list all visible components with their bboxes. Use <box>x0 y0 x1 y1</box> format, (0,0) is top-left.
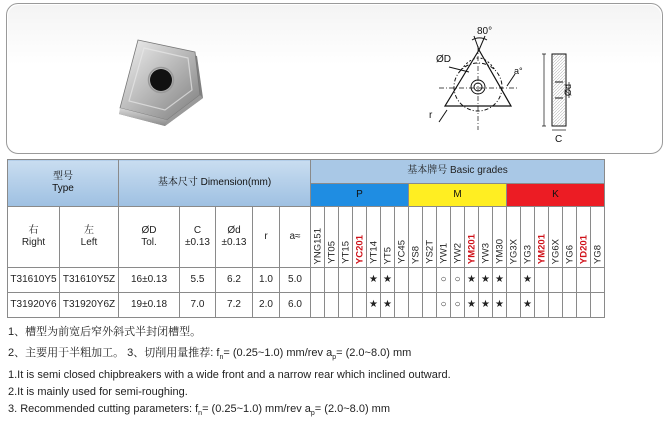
cell-c: 7.0 <box>180 293 216 318</box>
grade-label: YM201 <box>535 233 547 264</box>
grade-label: YS2T <box>423 240 435 264</box>
grade-mark <box>311 293 325 318</box>
grade-header-12 <box>479 207 493 268</box>
note-en-1: 1.It is semi closed chipbreakers with a wide front and a narrow rear which inclined outward. <box>8 369 451 381</box>
grade-label: YT14 <box>367 241 379 264</box>
grade-mark <box>535 268 549 293</box>
grade-header-3 <box>353 207 367 268</box>
grade-label: YG6X <box>549 238 561 264</box>
grade-header-19 <box>577 207 591 268</box>
grade-header-11 <box>465 207 479 268</box>
note-en-2: 2.It is mainly used for semi-roughing. <box>8 386 188 398</box>
cell-od: 19±0.18 <box>119 293 180 318</box>
grade-label: YD201 <box>577 234 589 264</box>
right-header: 右 Right <box>8 207 60 268</box>
grade-header-16 <box>535 207 549 268</box>
grade-header-17 <box>549 207 563 268</box>
grade-mark <box>339 268 353 293</box>
angle-a-label: a° <box>514 66 523 76</box>
grade-header-14 <box>507 207 521 268</box>
grade-mark <box>409 268 423 293</box>
zone-m: M <box>409 183 507 207</box>
grade-mark: ★ <box>381 268 395 293</box>
grade-mark: ○ <box>451 268 465 293</box>
grade-header-9 <box>437 207 451 268</box>
grade-header-20 <box>591 207 605 268</box>
grade-header-4 <box>367 207 381 268</box>
insert-technical-drawing <box>419 26 597 150</box>
grade-mark: ★ <box>493 293 507 318</box>
cell-a: 6.0 <box>280 293 311 318</box>
grade-header-13 <box>493 207 507 268</box>
cell-d: 6.2 <box>216 268 253 293</box>
grade-label: YC45 <box>395 240 407 264</box>
grade-header-6 <box>395 207 409 268</box>
grade-mark <box>325 293 339 318</box>
grade-mark: ★ <box>465 268 479 293</box>
grade-mark: ★ <box>521 268 535 293</box>
grade-mark: ○ <box>437 268 451 293</box>
grade-label: YG3X <box>507 238 519 264</box>
cell-r: 1.0 <box>253 268 280 293</box>
cell-right: T31610Y5 <box>8 268 60 293</box>
grade-label: YW2 <box>451 243 463 264</box>
grade-mark <box>549 268 563 293</box>
cell-r: 2.0 <box>253 293 280 318</box>
grade-label: YW3 <box>479 243 491 264</box>
grade-mark: ★ <box>367 293 381 318</box>
grade-mark <box>409 293 423 318</box>
id-header: Ød ±0.13 <box>216 207 253 268</box>
grade-mark <box>577 293 591 318</box>
a-header: a≈ <box>280 207 311 268</box>
angle-label: 80° <box>477 26 493 37</box>
grade-mark <box>353 293 367 318</box>
grades-header: 基本牌号 Basic grades <box>311 160 605 184</box>
grade-mark: ★ <box>493 268 507 293</box>
cell-c: 5.5 <box>180 268 216 293</box>
grade-mark <box>353 268 367 293</box>
od-header: ØD Tol. <box>119 207 180 268</box>
grade-mark <box>423 268 437 293</box>
note-cn-1: 1、槽型为前宽后窄外斜式半封闭槽型。 <box>8 326 202 338</box>
table-row <box>8 268 605 293</box>
dimension-header: 基本尺寸 Dimension(mm) <box>119 160 311 207</box>
grade-header-0 <box>311 207 325 268</box>
grade-mark: ○ <box>451 293 465 318</box>
grade-mark <box>423 293 437 318</box>
grade-mark: ★ <box>521 293 535 318</box>
cell-d: 7.2 <box>216 293 253 318</box>
cell-od: 16±0.13 <box>119 268 180 293</box>
grade-label: YT15 <box>339 241 351 264</box>
grade-mark <box>535 293 549 318</box>
grade-mark <box>563 268 577 293</box>
grade-label: YG6 <box>563 244 575 264</box>
grade-mark <box>591 268 605 293</box>
grade-header-15 <box>521 207 535 268</box>
grade-label: YW1 <box>437 243 449 264</box>
id-label: Ød <box>563 83 573 96</box>
grade-mark: ★ <box>479 268 493 293</box>
grade-mark <box>395 268 409 293</box>
grade-header-8 <box>423 207 437 268</box>
grade-mark: ★ <box>465 293 479 318</box>
grade-mark <box>395 293 409 318</box>
cell-left: T31920Y6Z <box>60 293 119 318</box>
insert-photo <box>7 4 242 153</box>
zone-k: K <box>507 183 605 207</box>
grade-header-18 <box>563 207 577 268</box>
grade-mark: ★ <box>367 268 381 293</box>
grade-header-5 <box>381 207 395 268</box>
radius-label: r <box>429 110 433 121</box>
grade-header-1 <box>325 207 339 268</box>
grade-mark <box>577 268 591 293</box>
grade-header-2 <box>339 207 353 268</box>
grade-mark: ○ <box>437 293 451 318</box>
grade-mark <box>563 293 577 318</box>
grade-mark <box>311 268 325 293</box>
type-header: 型号 Type <box>8 160 119 207</box>
grade-mark <box>339 293 353 318</box>
cell-right: T31920Y6 <box>8 293 60 318</box>
grade-mark <box>549 293 563 318</box>
grade-label: YT5 <box>381 246 393 264</box>
grade-mark: ★ <box>479 293 493 318</box>
table-row <box>8 293 605 318</box>
grade-mark <box>325 268 339 293</box>
grade-label: YG3 <box>521 244 533 264</box>
grade-label: YNG151 <box>311 227 323 264</box>
c-header: C ±0.13 <box>180 207 216 268</box>
note-en-3: 3. Recommended cutting parameters: $f_n=$ (0.25~1.0) mm/rev $a_p=$ (2.0~8.0) mm <box>8 403 390 418</box>
grades-table <box>7 159 605 318</box>
grade-label: YG8 <box>591 244 603 264</box>
c-label: C <box>555 134 563 145</box>
grade-mark <box>591 293 605 318</box>
grade-label: YS8 <box>409 246 421 264</box>
grade-mark <box>507 293 521 318</box>
left-header: 左 Left <box>60 207 119 268</box>
product-image-panel <box>6 3 663 154</box>
zone-p: P <box>311 183 409 207</box>
cell-a: 5.0 <box>280 268 311 293</box>
grade-label: YM201 <box>465 233 477 264</box>
r-header: r <box>253 207 280 268</box>
grade-label: YT05 <box>325 241 337 264</box>
cell-left: T31610Y5Z <box>60 268 119 293</box>
grade-label: YC201 <box>353 234 365 264</box>
grade-header-10 <box>451 207 465 268</box>
grade-label: YM30 <box>493 239 505 264</box>
note-cn-2: 2、主要用于半粗加工。 3、切削用量推荐: $f_n=$ (0.25~1.0) mm/rev $a_p=$ (2.0~8.0) mm <box>8 347 412 362</box>
grade-header-7 <box>409 207 423 268</box>
grade-mark: ★ <box>381 293 395 318</box>
grade-mark <box>507 268 521 293</box>
od-label: ØD <box>436 54 451 65</box>
